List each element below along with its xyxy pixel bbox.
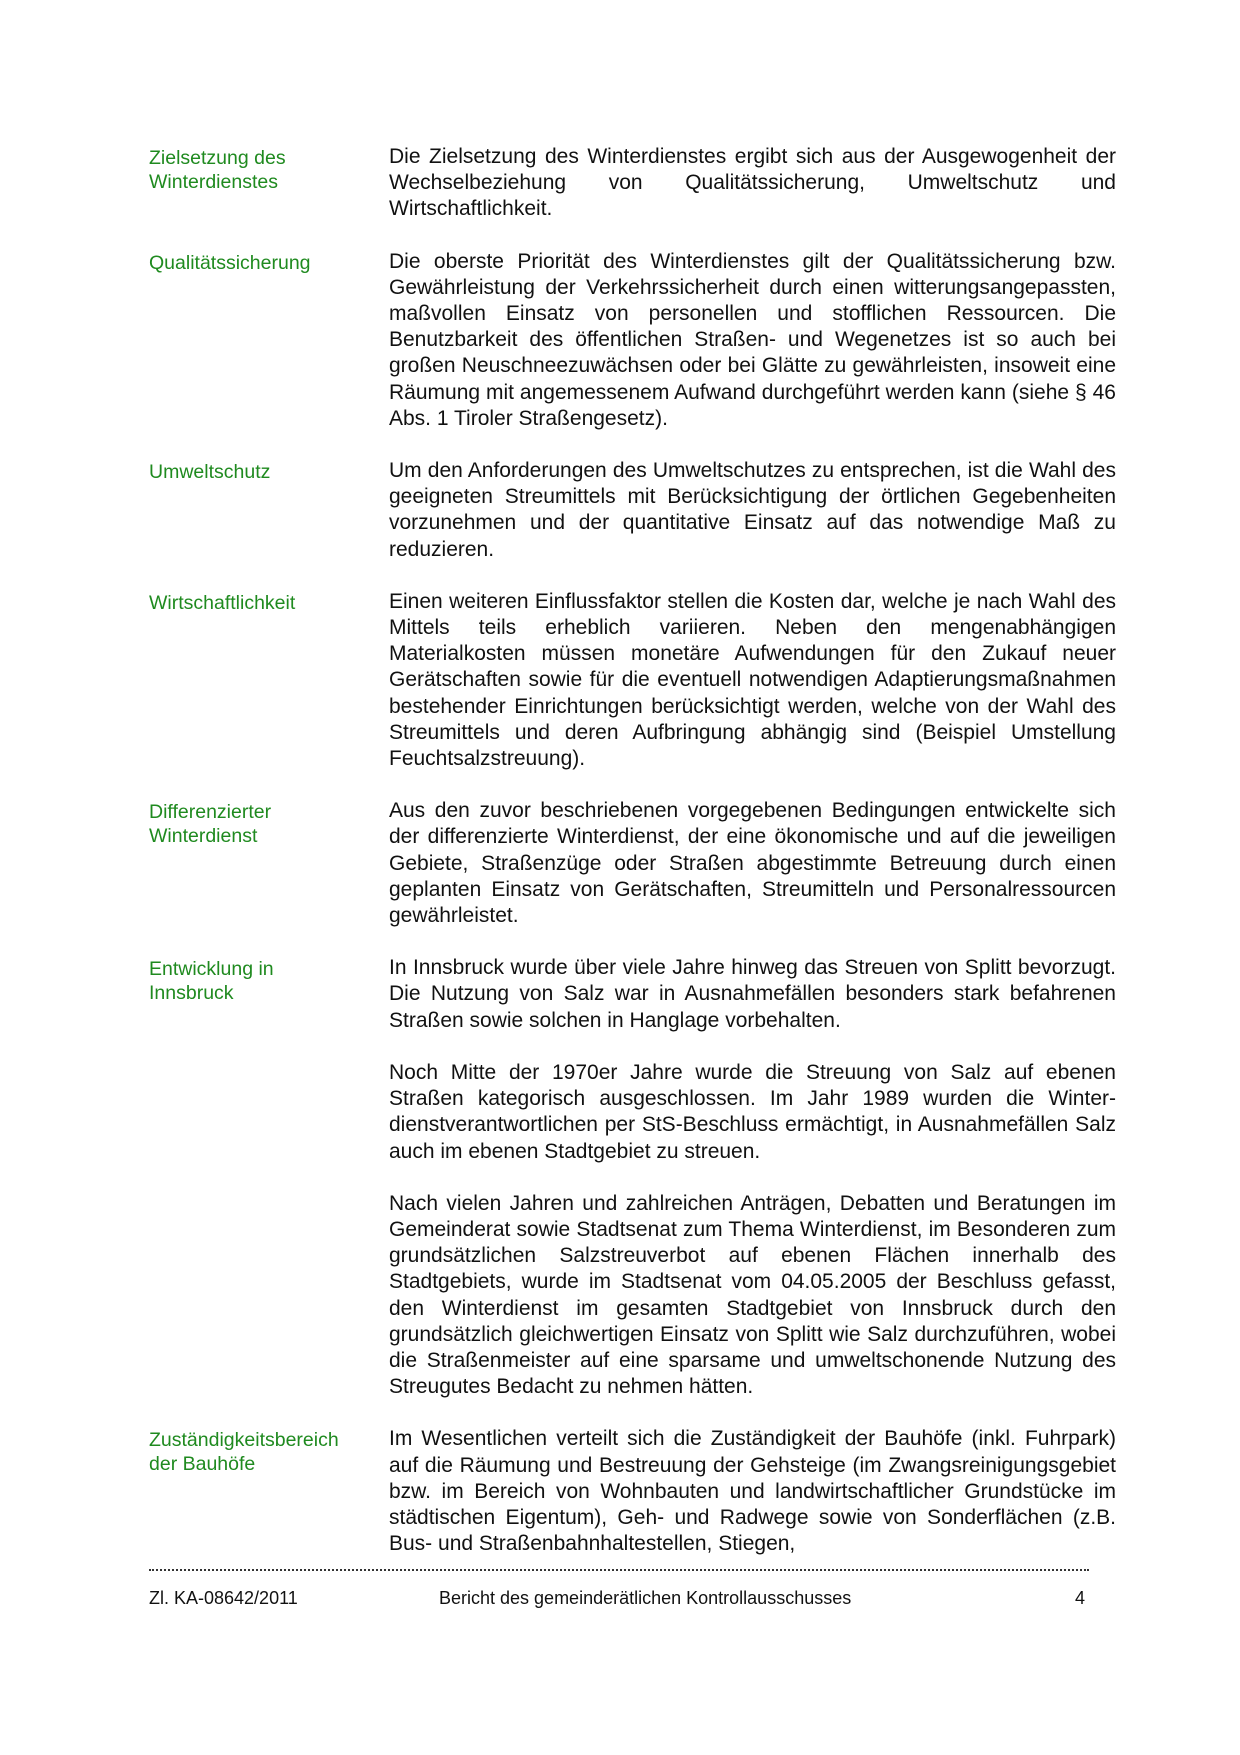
section-differenzierter-winterdienst xyxy=(149,798,1116,929)
footer-reference: Zl. KA-08642/2011 xyxy=(149,1588,298,1608)
footer-divider xyxy=(149,1568,1089,1571)
paragraph: Noch Mitte der 1970er Jahre wurde die Streuung von Salz auf ebenen Straßen kategorisch ausgeschlossen. Im Jahr 1989 wurden die Winterdienstverantwortlichen per StS-Beschluss ermächtigt, in Ausnahmefällen Salz auch im ebenen Stadtgebiet zu streuen. xyxy=(389,1060,1116,1163)
section-umweltschutz xyxy=(149,458,1116,563)
margin-label: Qualitätssicherung xyxy=(149,251,311,274)
section-text xyxy=(389,955,1116,1400)
section-wirtschaftlichkeit xyxy=(149,589,1116,772)
section-qualitaetssicherung xyxy=(149,249,1116,432)
paragraph: Im Wesentlichen verteilt sich die Zuständigkeit der Bauhöfe (inkl. Fuhrpark) auf die Räumung und Bestreuung der Gehsteige (im Zwangsreinigungsgebiet bzw. im Bereich von Wohnbauten und landwirtschaftlicher Grundstücke im städtischen Eigentum), Geh- und Radwege sowie von Sonderflächen (z.B. Bus- und Straßenbahnhaltestellen, Stiegen, xyxy=(389,1427,1116,1556)
section-zielsetzung xyxy=(149,144,1116,223)
margin-label: Wirtschaftlichkeit xyxy=(149,591,296,614)
section-zustaendigkeitsbereich xyxy=(149,1426,1116,1557)
paragraph: Nach vielen Jahren und zahlreichen Anträgen, Debatten und Beratungen im Gemeinderat sowie Stadtsenat zum Thema Winterdienst, im Besonderen zum grundsätzlichen Salzstreuverbot auf ebenen Flächen innerhalb des Stadtgebiets, wurde im Stadtsenat vom 04.05.2005 der Beschluss gefasst, den Winterdienst im gesamten Stadtgebiet von Innsbruck durch den grundsätzlich gleichwertigen Einsatz von Splitt wie Salz durchzuführen, wobei die Straßenmeister auf eine sparsame und umweltschonende Nutzung des Streugutes Bedacht zu nehmen hätten. xyxy=(389,1191,1116,1399)
margin-label: Zielsetzung des Winterdienstes xyxy=(149,147,286,193)
paragraph: Aus den zuvor beschriebenen vorgegebenen Bedingungen entwickelte sich der differenzierte Winterdienst, der eine ökonomische und auf die jeweiligen Gebiete, Straßenzüge oder Straßen abgestimmte Betreuung durch einen geplanten Einsatz von Gerätschaften, Streumitteln und Personalressourcen gewährleistet. xyxy=(389,799,1116,928)
page-number: 4 xyxy=(1075,1588,1086,1608)
section-text xyxy=(389,458,1116,563)
paragraph: Die Zielsetzung des Winterdienstes ergibt sich aus der Ausgewogenheit der Wechselbeziehung von Qualitätssicherung, Umweltschutz und Wirtschaftlichkeit. xyxy=(389,145,1116,221)
section-entwicklung-innsbruck xyxy=(149,955,1116,1400)
paragraph: Um den Anforderungen des Umweltschutzes zu entsprechen, ist die Wahl des geeigneten Streumittels mit Berücksichtigung der örtlichen Gegebenheiten vorzunehmen und der quantitative Einsatz auf das notwendige Maß zu reduzieren. xyxy=(389,459,1116,561)
paragraph: Die oberste Priorität des Winterdienstes gilt der Qualitätssicherung bzw. Gewährleistung der Verkehrssicherheit durch einen witterungsangepassten, maßvollen Einsatz von personellen und stofflichen Ressourcen. Die Benutzbarkeit des öffentlichen Straßen- und Wegenetzes ist so auch bei großen Neuschneezuwächsen oder bei Glätte zu gewährleisten, insoweit eine Räumung mit angemessenem Aufwand durchgeführt werden kann (siehe § 46 Abs. 1 Tiroler Straßengesetz). xyxy=(389,249,1116,430)
document-body xyxy=(149,144,1116,1583)
section-text xyxy=(389,798,1116,929)
section-text xyxy=(389,249,1116,432)
section-text xyxy=(389,589,1116,772)
margin-label: Umweltschutz xyxy=(149,461,271,484)
footer-title: Bericht des gemeinderätlichen Kontrollausschusses xyxy=(439,1588,852,1608)
margin-label: Differenzierter Winterdienst xyxy=(149,801,272,848)
section-text xyxy=(389,144,1116,223)
section-text xyxy=(389,1426,1116,1557)
paragraph: Einen weiteren Einflussfaktor stellen die Kosten dar, welche je nach Wahl des Mittels teils erheblich variieren. Neben den mengenabhängigen Materialkosten müssen monetäre Aufwendungen für den Zukauf neuer Gerätschaften sowie für die eventuell notwendigen Adaptierungsmaßnahmen bestehender Einrichtungen berücksichtigt werden, welche von der Wahl des Streumittels und deren Aufbringung abhängig sind (Beispiel Umstellung Feuchtsalzstreuung). xyxy=(389,589,1116,771)
paragraph: In Innsbruck wurde über viele Jahre hinweg das Streuen von Splitt bevorzugt. Die Nutzung von Salz war in Ausnahmefällen besonders stark befahrenen Straßen sowie solchen in Hanglage vorbehalten. xyxy=(389,956,1116,1032)
margin-label: Zuständigkeitsbereich der Bauhöfe xyxy=(149,1429,339,1476)
margin-label: Entwicklung in Innsbruck xyxy=(149,958,274,1005)
